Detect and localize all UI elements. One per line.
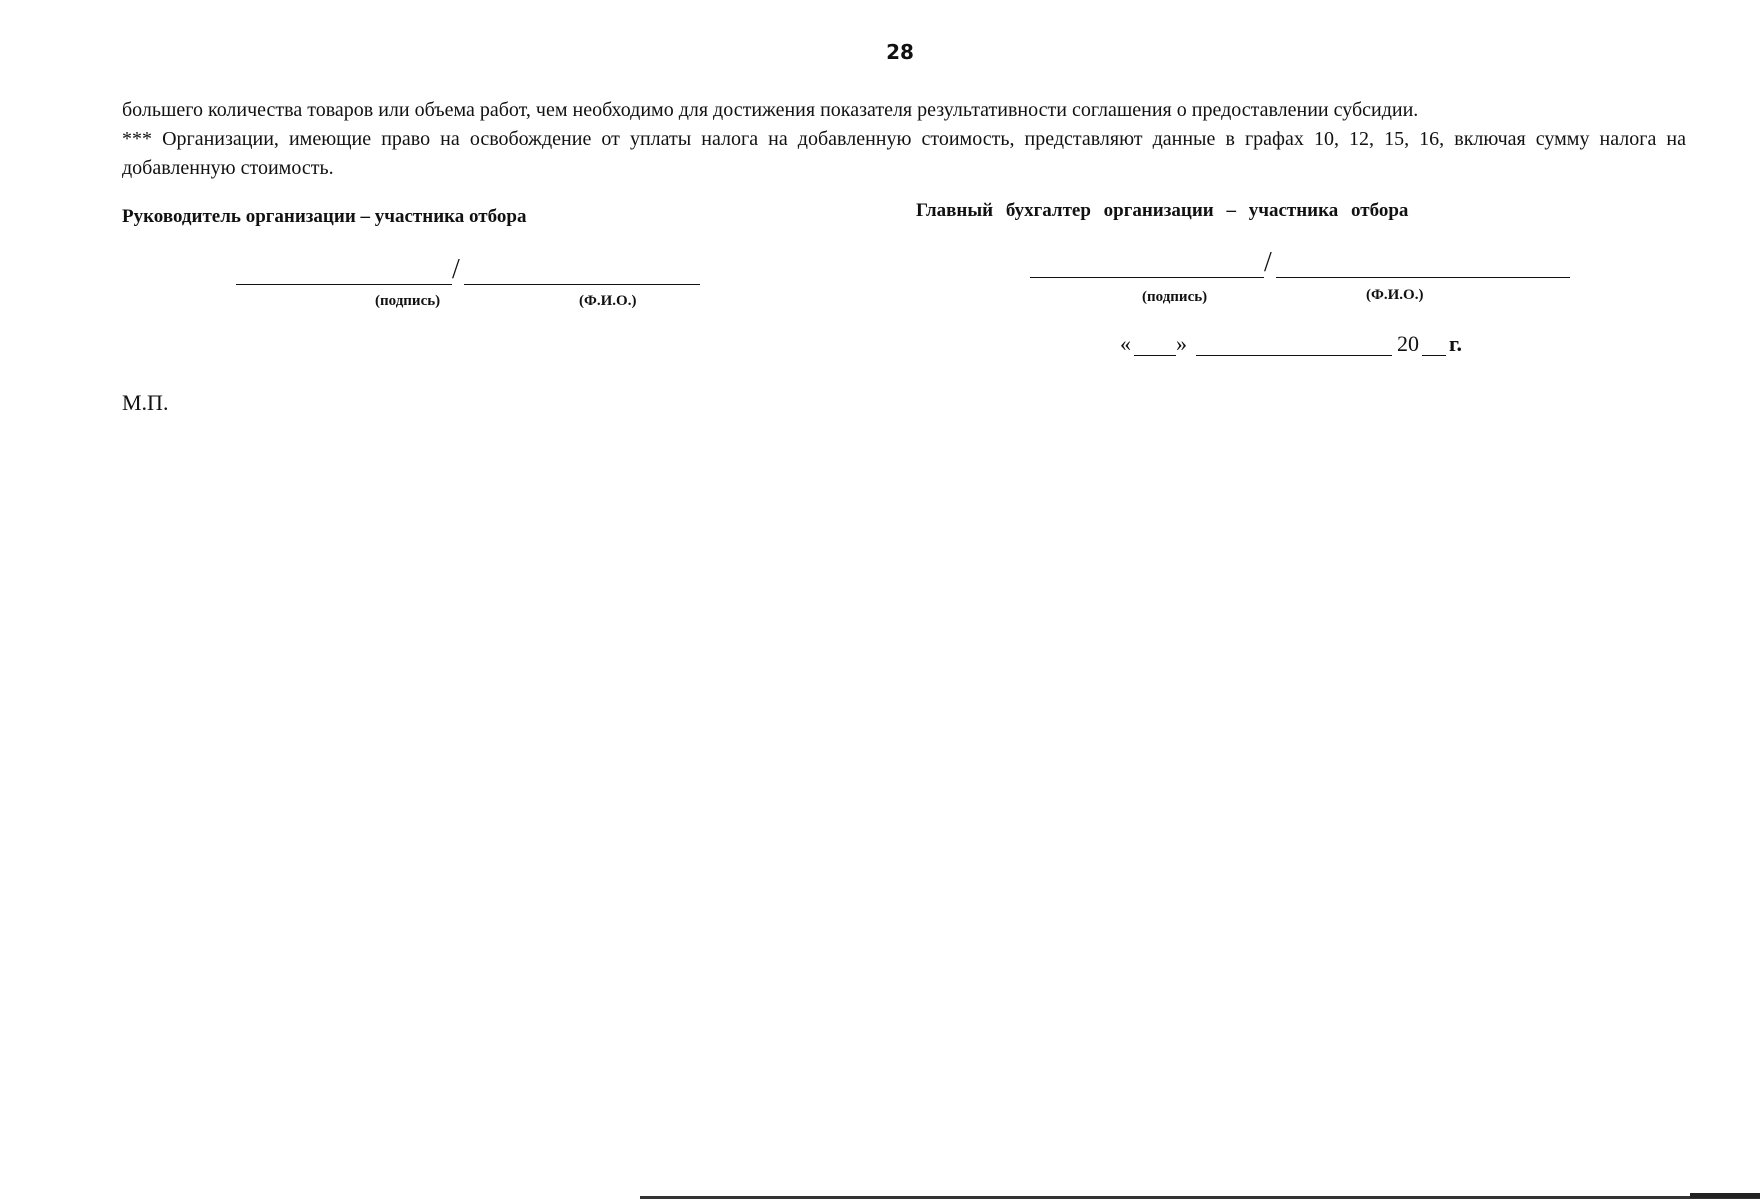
accountant-slash: / [1264,247,1272,278]
accountant-signature-caption: (подпись) [1142,289,1208,305]
date-month-blank [1196,355,1392,356]
stamp-label: М.П. [122,390,169,415]
footnote-vat-exemption: *** Организации, имеющие право на освобождение от уплаты налога на добавленную стоимость, представляют данные в графах 10, 12, 15, 16, включая сумму налога на добавленную стоимость. [122,128,1686,179]
head-name-line [464,284,700,285]
date-close-quote: » [1176,331,1187,356]
date-year-prefix: 20 [1397,331,1419,356]
head-signature-caption: (подпись) [375,293,441,309]
footnote-continuation: большего количества товаров или объема работ, чем необходимо для достижения показателя результативности соглашения о предоставлении субсидии. [122,99,1419,121]
scan-bottom-edge-shadow [1690,1193,1760,1198]
scan-bottom-edge [640,1196,1760,1199]
head-title: Руководитель организации – участника отбора [122,206,527,227]
head-slash: / [452,254,460,285]
accountant-name-caption: (Ф.И.О.) [1366,287,1424,303]
accountant-name-line [1276,277,1570,278]
head-signature-line [236,284,452,285]
date-day-blank [1134,355,1176,356]
page-number: 28 [886,40,914,64]
date-open-quote: « [1120,331,1131,356]
head-name-caption: (Ф.И.О.) [579,293,637,309]
date-year-suffix: г. [1449,331,1463,356]
date-year-blank [1422,355,1446,356]
accountant-signature-line [1030,277,1264,278]
accountant-title: Главный бухгалтер организации – участника отбора [916,200,1409,221]
